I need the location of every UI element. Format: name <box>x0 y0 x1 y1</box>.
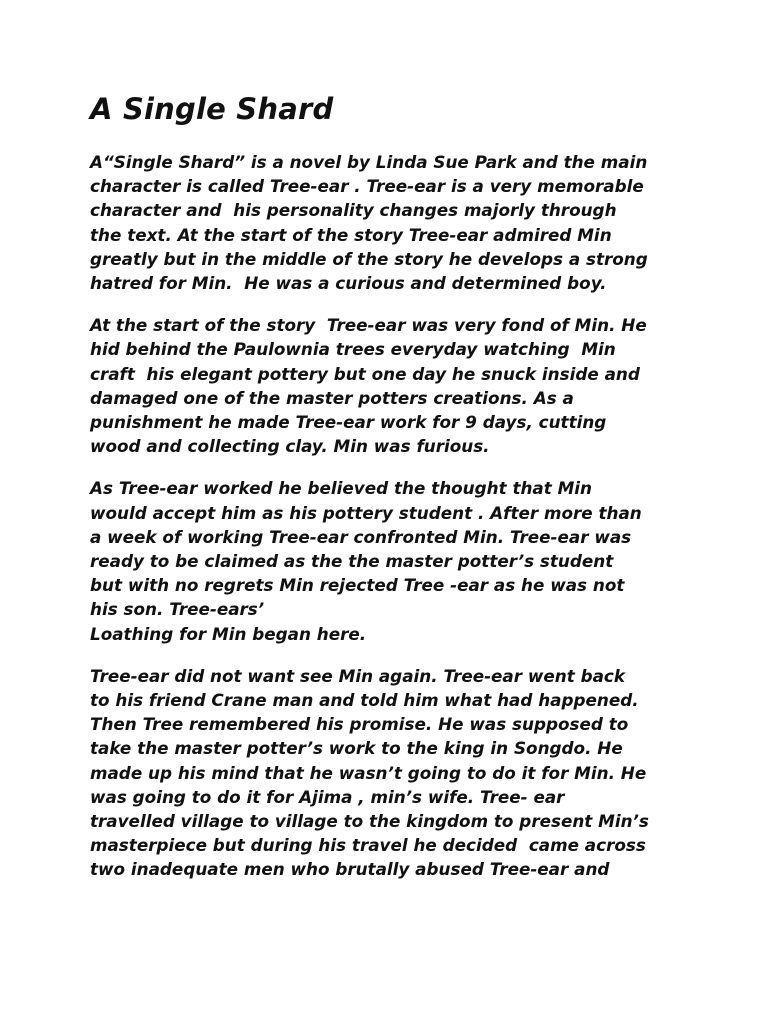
text-line: travelled village to village to the kingdom to present Min’s <box>90 811 649 832</box>
text-line: character is called Tree-ear . Tree-ear is a very memorable <box>90 176 644 197</box>
text-line: damaged one of the master potters creations. As a <box>90 387 574 408</box>
text-line: to his friend Crane man and told him what had happened. <box>90 690 639 711</box>
paragraph-3 <box>90 476 690 645</box>
text-line: his son. Tree-ears’ <box>90 599 265 620</box>
text-line: take the master potter’s work to the king in Songdo. He <box>90 738 623 759</box>
text-line: two inadequate men who brutally abused Tree-ear and <box>90 859 610 880</box>
text-line: but with no regrets Min rejected Tree -ear as he was not <box>90 575 625 596</box>
text-line: character and his personality changes majorly through <box>90 200 617 221</box>
text-line: punishment he made Tree-ear work for 9 days, cutting <box>90 412 607 433</box>
document-title: A Single Shard <box>90 92 334 126</box>
text-line: masterpiece but during his travel he decided came across <box>90 835 646 856</box>
text-line: ready to be claimed as the the master potter’s student <box>90 551 614 572</box>
paragraph-2 <box>90 313 690 458</box>
text-line: the text. At the start of the story Tree-ear admired Min <box>90 224 612 245</box>
text-line: Then Tree remembered his promise. He was supposed to <box>90 714 629 735</box>
text-line: A“Single Shard” is a novel by Linda Sue Park and the main <box>90 152 648 172</box>
text-line: greatly but in the middle of the story he develops a strong <box>90 248 648 269</box>
text-line: a week of working Tree-ear confronted Min. Tree-ear was <box>90 526 632 547</box>
text-line: made up his mind that he wasn’t going to do it for Min. He <box>90 762 647 783</box>
text-line: As Tree-ear worked he believed the thought that Min <box>90 478 592 499</box>
text-line: wood and collecting clay. Min was furious. <box>90 436 490 457</box>
paragraph-1 <box>90 150 690 295</box>
text-line: was going to do it for Ajima , min’s wife. Tree- ear <box>90 786 565 807</box>
text-line: Loathing for Min began here. <box>90 623 367 644</box>
document-page <box>90 88 690 900</box>
text-line: At the start of the story Tree-ear was very fond of Min. He <box>90 315 647 336</box>
paragraph-4 <box>90 664 690 882</box>
text-line: hatred for Min. He was a curious and determined boy. <box>90 273 607 294</box>
text-line: Tree-ear did not want see Min again. Tree-ear went back <box>90 665 626 686</box>
text-line: hid behind the Paulownia trees everyday watching Min <box>90 339 616 360</box>
text-line: craft his elegant pottery but one day he snuck inside and <box>90 363 640 384</box>
text-line: would accept him as his pottery student . After more than <box>90 502 642 523</box>
document-body <box>90 150 690 882</box>
